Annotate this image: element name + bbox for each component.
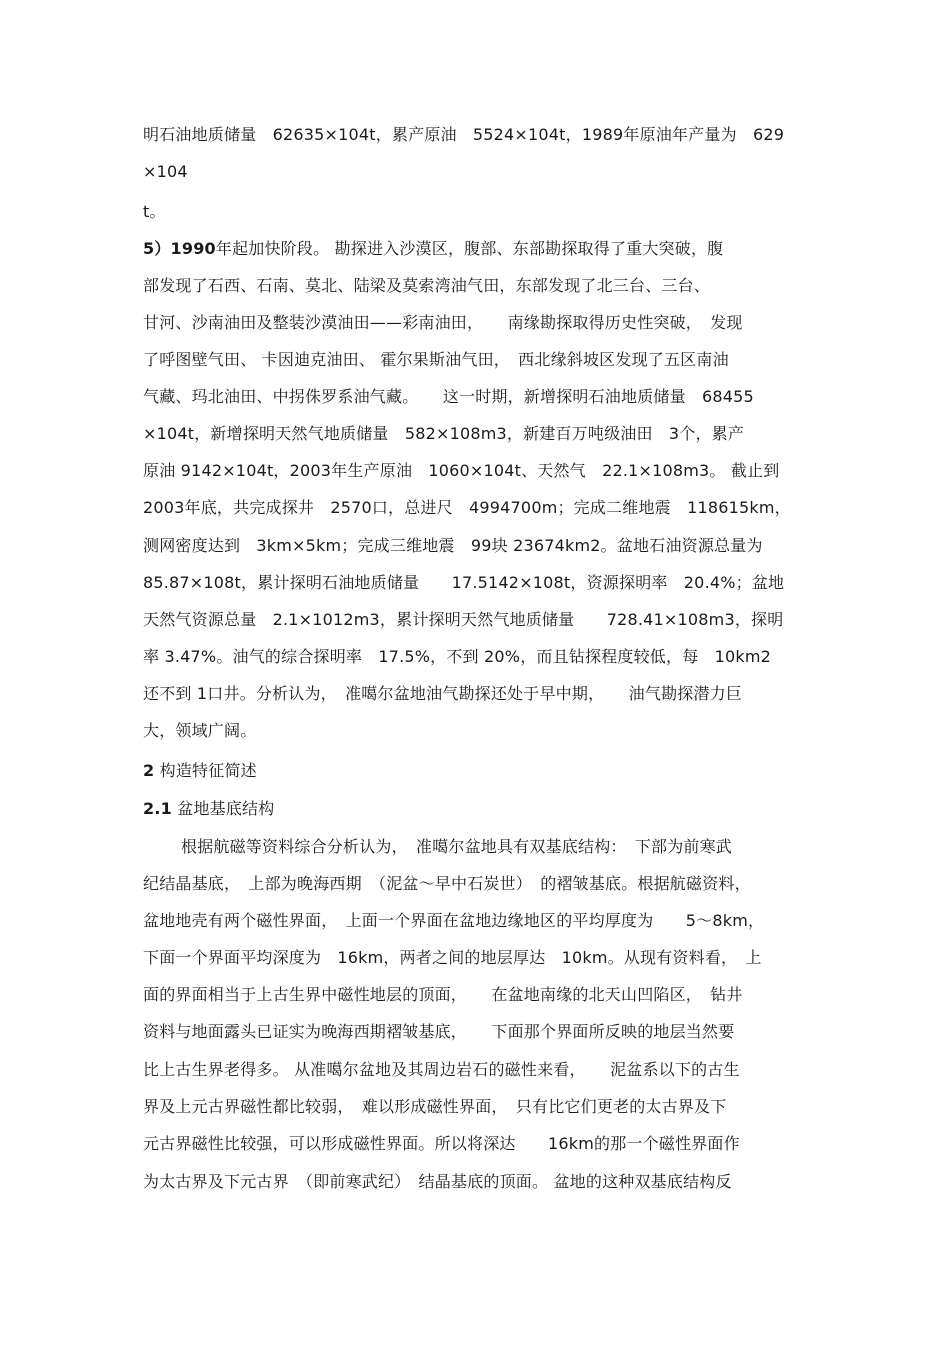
text-line: 面的界面相当于上古生界中磁性地层的顶面， 在盆地南缘的北天山凹陷区， 钻井 xyxy=(143,985,743,1004)
text-line: 部发现了石西、石南、莫北、陆梁及莫索湾油气田，东部发现了北三台、三台、 xyxy=(143,276,711,295)
text-line: 天然气资源总量 2.1×1012m3，累计探明天然气地质储量 728.41×108m3，探明 xyxy=(143,610,784,629)
text-line: 测网密度达到 3km×5km；完成三维地震 99块 23674km2。盆地石油资源总量为 xyxy=(143,536,763,555)
stage-marker: 5）1990 xyxy=(143,239,216,258)
text-line: 下面一个界面平均深度为 16km，两者之间的地层厚达 10km。从现有资料看， 上 xyxy=(143,948,762,967)
paragraph-stage-5 xyxy=(143,238,723,260)
text-line: 元古界磁性比较强，可以形成磁性界面。所以将深达 16km的那一个磁性界面作 xyxy=(143,1134,740,1153)
text-line: 85.87×108t，累计探明石油地质储量 17.5142×108t，资源探明率 20.4%；盆地 xyxy=(143,573,785,592)
text-line: ×104 xyxy=(143,162,188,181)
text-line: 气藏、玛北油田、中拐侏罗系油气藏。 这一时期，新增探明石油地质储量 68455 xyxy=(143,387,754,406)
section-number: 2 xyxy=(143,761,155,780)
text-line: ×104t，新增探明天然气地质储量 582×108m3，新建百万吨级油田 3个，累产 xyxy=(143,424,745,443)
text-line: 原油 9142×104t，2003年生产原油 1060×104t、天然气 22.1×108m3。 截止到 xyxy=(143,461,780,480)
text-line: 2003年底，共完成探井 2570口，总进尺 4994700m；完成二维地震 118615km， xyxy=(143,498,791,517)
text-line: 比上古生界老得多。 从准噶尔盆地及其周边岩石的磁性来看， 泥盆系以下的古生 xyxy=(143,1060,740,1079)
text-line: 甘河、沙南油田及整装沙漠油田——彩南油田， 南缘勘探取得历史性突破， 发现 xyxy=(143,313,743,332)
text-line: 年起加快阶段。 勘探进入沙漠区，腹部、东部勘探取得了重大突破，腹 xyxy=(215,239,724,258)
text-line: 为太古界及下元古界 （即前寒武纪） 结晶基底的顶面。 盆地的这种双基底结构反 xyxy=(143,1172,732,1191)
section-heading-2-1 xyxy=(143,798,274,820)
text-line: 明石油地质储量 62635×104t，累产原油 5524×104t，1989年原油年产量为 629 xyxy=(143,125,785,144)
text-line: 根据航磁等资料综合分析认为， 准噶尔盆地具有双基底结构： 下部为前寒武 xyxy=(181,837,733,856)
text-line: 界及上元古界磁性都比较弱， 难以形成磁性界面， 只有比它们更老的太古界及下 xyxy=(143,1097,727,1116)
section-number: 2.1 xyxy=(143,799,172,818)
text-line: 还不到 1口井。分析认为， 准噶尔盆地油气勘探还处于早中期， 油气勘探潜力巨 xyxy=(143,684,743,703)
text-line: 率 3.47%。油气的综合探明率 17.5%，不到 20%，而且钻探程度较低，每 10km2 xyxy=(143,647,771,666)
section-heading-2 xyxy=(143,760,257,782)
text-line: 纪结晶基底， 上部为晚海西期 （泥盆～早中石炭世） 的褶皱基底。根据航磁资料， xyxy=(143,874,751,893)
text-line: 盆地地壳有两个磁性界面， 上面一个界面在盆地边缘地区的平均厚度为 5～8km， xyxy=(143,911,765,930)
section-title: 构造特征简述 xyxy=(159,761,257,780)
text-line: t。 xyxy=(143,202,166,221)
section-title: 盆地基底结构 xyxy=(177,799,275,818)
text-line: 资料与地面露头已证实为晚海西期褶皱基底， 下面那个界面所反映的地层当然要 xyxy=(143,1022,735,1041)
text-line: 了呼图壁气田、 卡因迪克油田、 霍尔果斯油气田， 西北缘斜坡区发现了五区南油 xyxy=(143,350,729,369)
text-line: 大，领域广阔。 xyxy=(143,721,257,740)
